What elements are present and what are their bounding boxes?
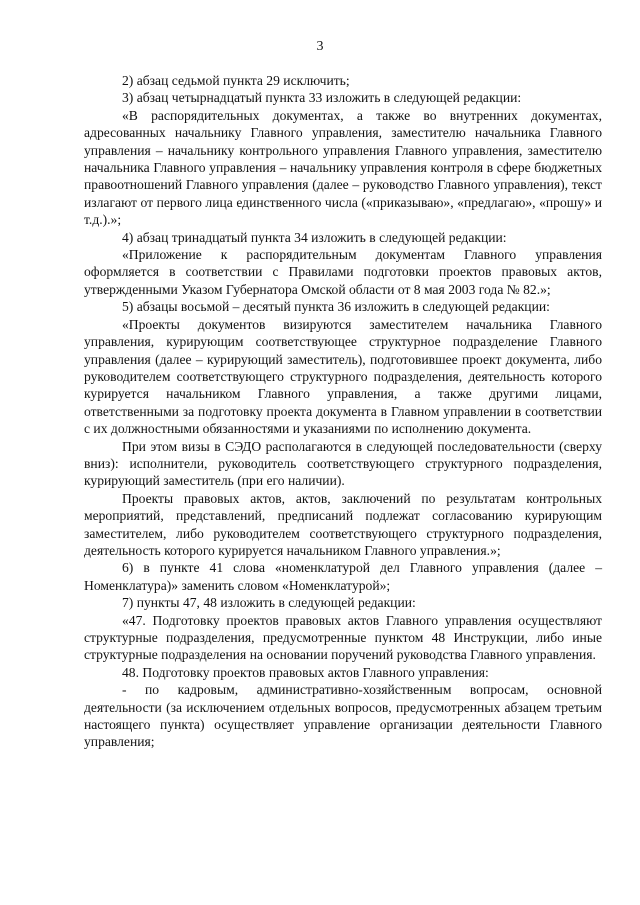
paragraph: При этом визы в СЭДО располагаются в следующей последовательности (сверху вниз): исполнители, руководитель соответствующего структурного подразделения, курирующий заместитель (при его наличии). [84,438,602,489]
paragraph: 7) пункты 47, 48 изложить в следующей редакции: [122,595,416,611]
paragraph: «Приложение к распорядительным документам Главного управления оформляется в соответствии с Правилами подготовки проектов правовых актов, утвержденными Указом Губернатора Омской области от 8 мая 2003 года № 82.»; [84,247,602,297]
paragraph: - по кадровым, административно-хозяйственным вопросам, основной деятельности (за исключением отдельных вопросов, предусмотренных абзацем третьим настоящего пункта) осуществляет управление организации деятельности Главного управления; [84,682,602,750]
page-number: 3 [316,39,324,54]
paragraph: 6) в пункте 41 слова «номенклатурой дел Главного управления (далее – Номенклатура)» заменить словом «Номенклатурой»; [84,560,602,593]
paragraph: Проекты правовых актов, актов, заключений по результатам контрольных мероприятий, представлений, предписаний подлежат согласованию курирующим заместителем, либо руководителем соответствующего структурного подразделения, деятельность которого курируется начальником Главного управления.»; [84,490,602,558]
paragraph: 3) абзац четырнадцатый пункта 33 изложить в следующей редакции: [122,90,522,106]
document-body [84,72,602,751]
paragraph: 5) абзацы восьмой – десятый пункта 36 изложить в следующей редакции: [122,299,550,315]
paragraph: «В распорядительных документах, а также во внутренних документах, адресованных начальнику Главного управления, заместителю начальника Главного управления – начальнику контрольного управления Главного управления, заместителю начальника Главного управления – начальнику управления контроля в сфере бюджетных правоотношений Главного управления (далее – руководство Главного управления), текст излагают от первого лица единственного числа («приказываю», «предлагаю», «прошу» и т.д.).»; [84,107,602,228]
paragraph: 4) абзац тринадцатый пункта 34 изложить в следующей редакции: [122,229,507,245]
paragraph: 48. Подготовку проектов правовых актов Главного управления: [122,664,489,680]
paragraph: «47. Подготовку проектов правовых актов Главного управления осуществляют структурные подразделения, предусмотренные пунктом 48 Инструкции, либо иные структурные подразделения на основании поручений руководства Главного управления. [84,612,602,663]
paragraph: 2) абзац седьмой пункта 29 исключить; [122,73,350,88]
paragraph: «Проекты документов визируются заместителем начальника Главного управления, курирующим соответствующее структурное подразделение Главного управления (далее – курирующий заместитель), подготовившее проект документа, либо руководителем соответствующего структурного подразделения, деятельность которого курируется начальником Главного управления, а также другими лицами, ответственными за подготовку проекта документа в Главном управлении в соответствии с их должностными обязанностями и указаниями по исполнению документа. [84,316,602,437]
